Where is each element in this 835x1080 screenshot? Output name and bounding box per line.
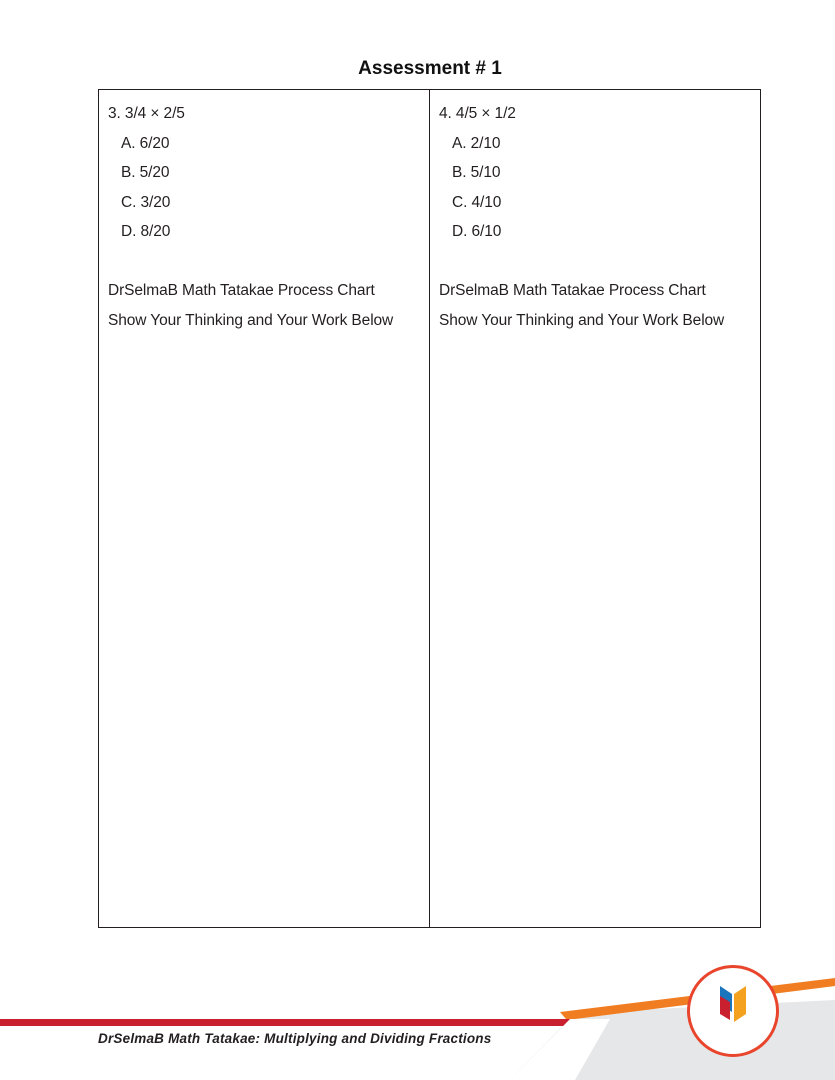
answer-option-c: C. 4/10	[452, 193, 502, 211]
work-area[interactable]	[430, 330, 760, 927]
answer-option-a: A. 2/10	[452, 134, 501, 152]
process-chart-title: DrSelmaB Math Tatakae Process Chart	[439, 282, 706, 299]
assessment-grid	[98, 89, 761, 928]
question-prompt: 3. 3/4 × 2/5	[108, 105, 185, 122]
answer-option-a: A. 6/20	[121, 134, 170, 152]
question-column-3	[99, 90, 429, 927]
work-instruction: Show Your Thinking and Your Work Below	[108, 311, 394, 329]
drselmab-logo-icon	[690, 968, 776, 1054]
work-area[interactable]	[99, 330, 429, 927]
work-instruction: Show Your Thinking and Your Work Below	[439, 311, 725, 329]
page-title: Assessment # 1	[358, 58, 502, 79]
answer-option-b: B. 5/20	[121, 164, 170, 181]
answer-option-b: B. 5/10	[452, 164, 501, 181]
question-prompt: 4. 4/5 × 1/2	[439, 105, 516, 122]
answer-option-d: D. 8/20	[121, 223, 171, 240]
question-column-4	[429, 90, 760, 927]
process-chart-title: DrSelmaB Math Tatakae Process Chart	[108, 282, 375, 299]
footer-red-stripe	[0, 1019, 575, 1026]
answer-option-d: D. 6/10	[452, 223, 502, 240]
answer-option-c: C. 3/20	[121, 193, 171, 211]
logo-badge	[687, 965, 779, 1057]
footer-title: DrSelmaB Math Tatakae: Multiplying and Dividing Fractions	[98, 1031, 492, 1046]
